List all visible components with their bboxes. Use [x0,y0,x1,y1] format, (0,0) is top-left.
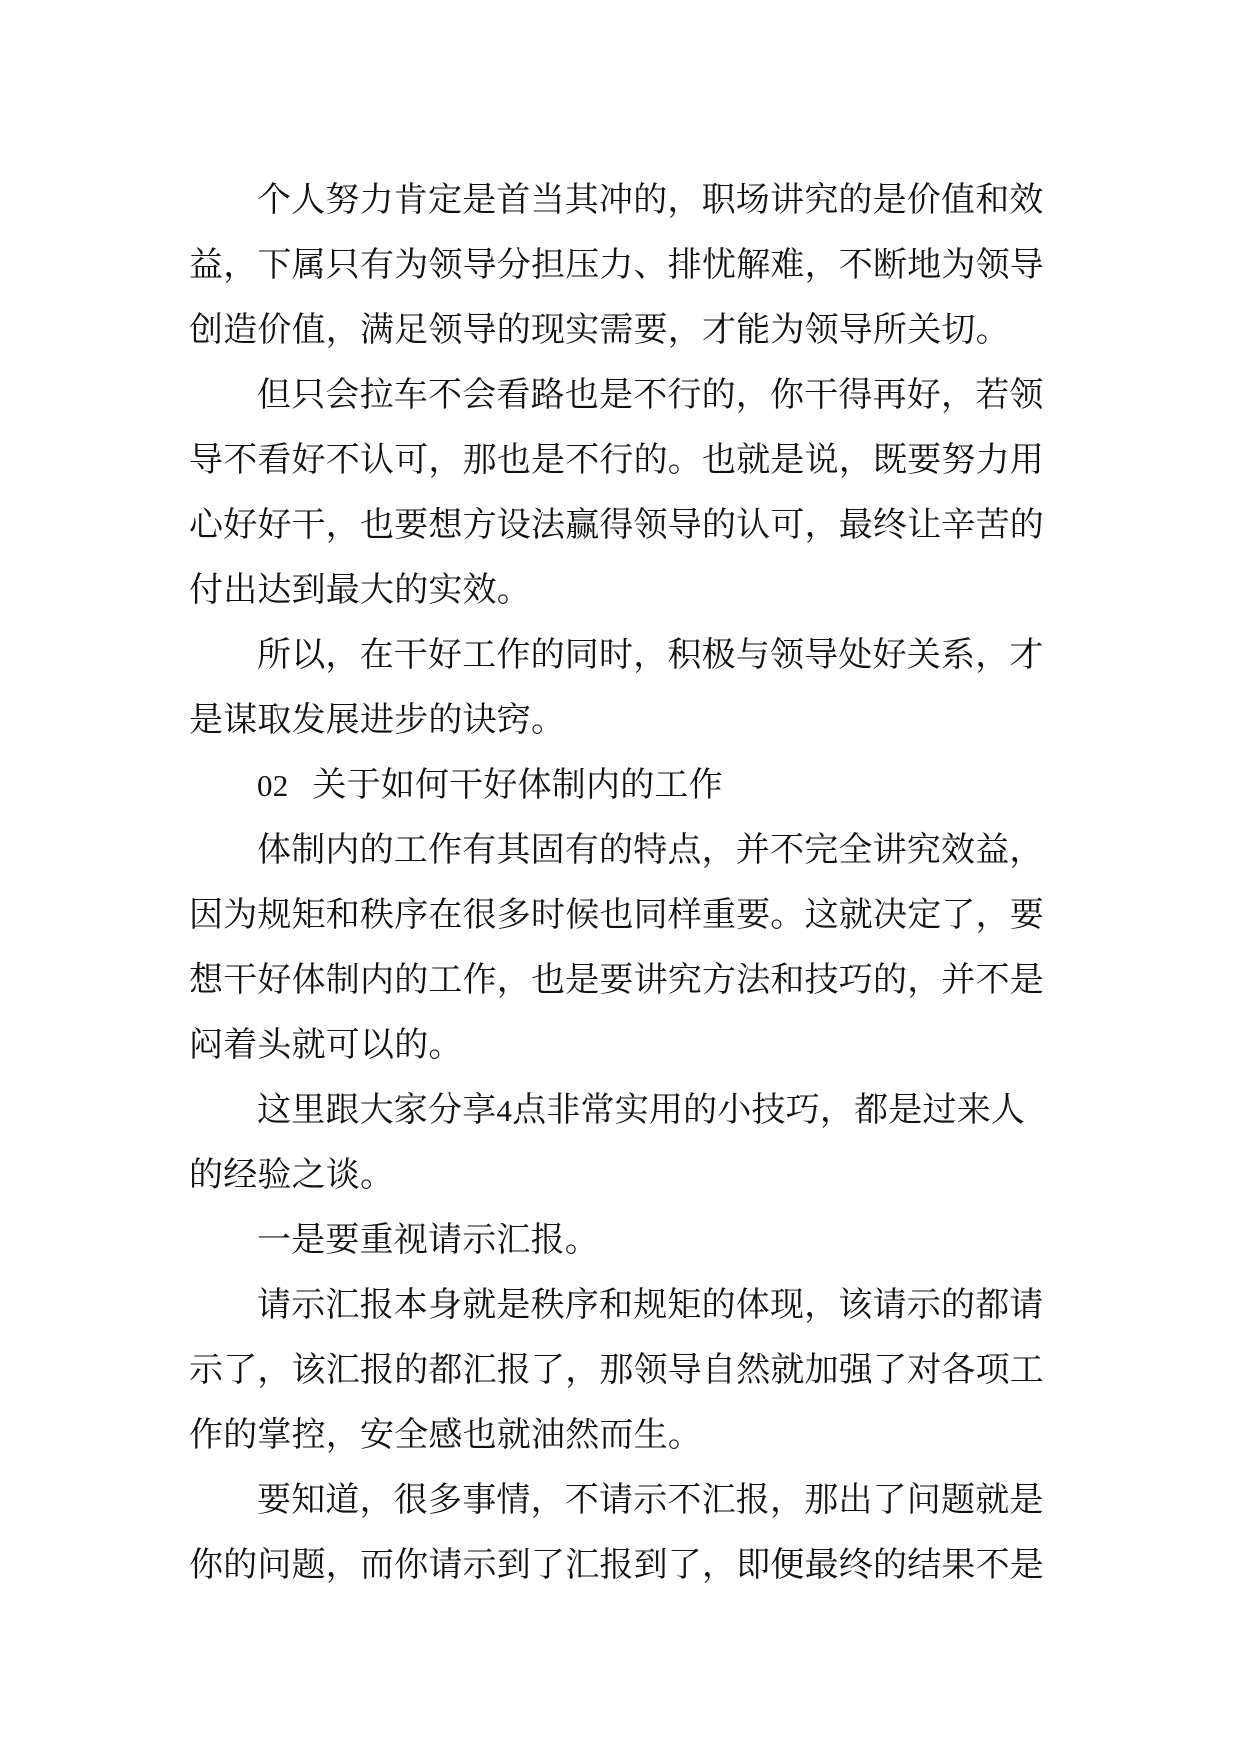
section-number: 02 [257,768,289,803]
tips-intro-before: 这里跟大家分享 [257,1090,497,1130]
paragraph-system-work: 体制内的工作有其固有的特点，并不完全讲究效益，因为规矩和秩序在很多时候也同样重要。这就决定了，要想干好体制内的工作，也是要讲究方法和技巧的，并不是闷着头就可以的。 [189,830,1044,1065]
paragraph-reporting: 请示汇报本身就是秩序和规矩的体现，该请示的都请示了，该汇报的都汇报了，那领导自然就加强了对各项工作的掌控，安全感也就油然而生。 [189,1285,1044,1455]
tips-count: 4 [496,1093,513,1128]
paragraph-personal-effort: 个人努力肯定是首当其冲的，职场讲究的是价值和效益，下属只有为领导分担压力、排忧解难，不断地为领导创造价值，满足领导的现实需要，才能为领导所关切。 [189,180,1044,350]
document-body [189,168,1055,1598]
tips-intro-after: 点非常实用的小技巧，都是过来人的经验之谈。 [189,1090,1026,1195]
paragraph-tips-intro [189,1078,1055,1208]
paragraph-tip-one-title: 一是要重视请示汇报。 [257,1220,599,1260]
paragraph-road-awareness: 但只会拉车不会看路也是不行的，你干得再好，若领导不看好不认可，那也是不行的。也就是说，既要努力用心好好干，也要想方设法赢得领导的认可，最终让辛苦的付出达到最大的实效。 [189,375,1044,610]
paragraph-key-to-progress: 所以，在干好工作的同时，积极与领导处好关系，才是谋取发展进步的诀窍。 [189,635,1044,740]
section-title: 关于如何干好体制内的工作 [312,765,723,805]
paragraph-consequences: 要知道，很多事情，不请示不汇报，那出了问题就是你的问题，而你请示到了汇报到了，即便最终的结果不是 [189,1480,1044,1585]
section-heading [189,753,1055,818]
